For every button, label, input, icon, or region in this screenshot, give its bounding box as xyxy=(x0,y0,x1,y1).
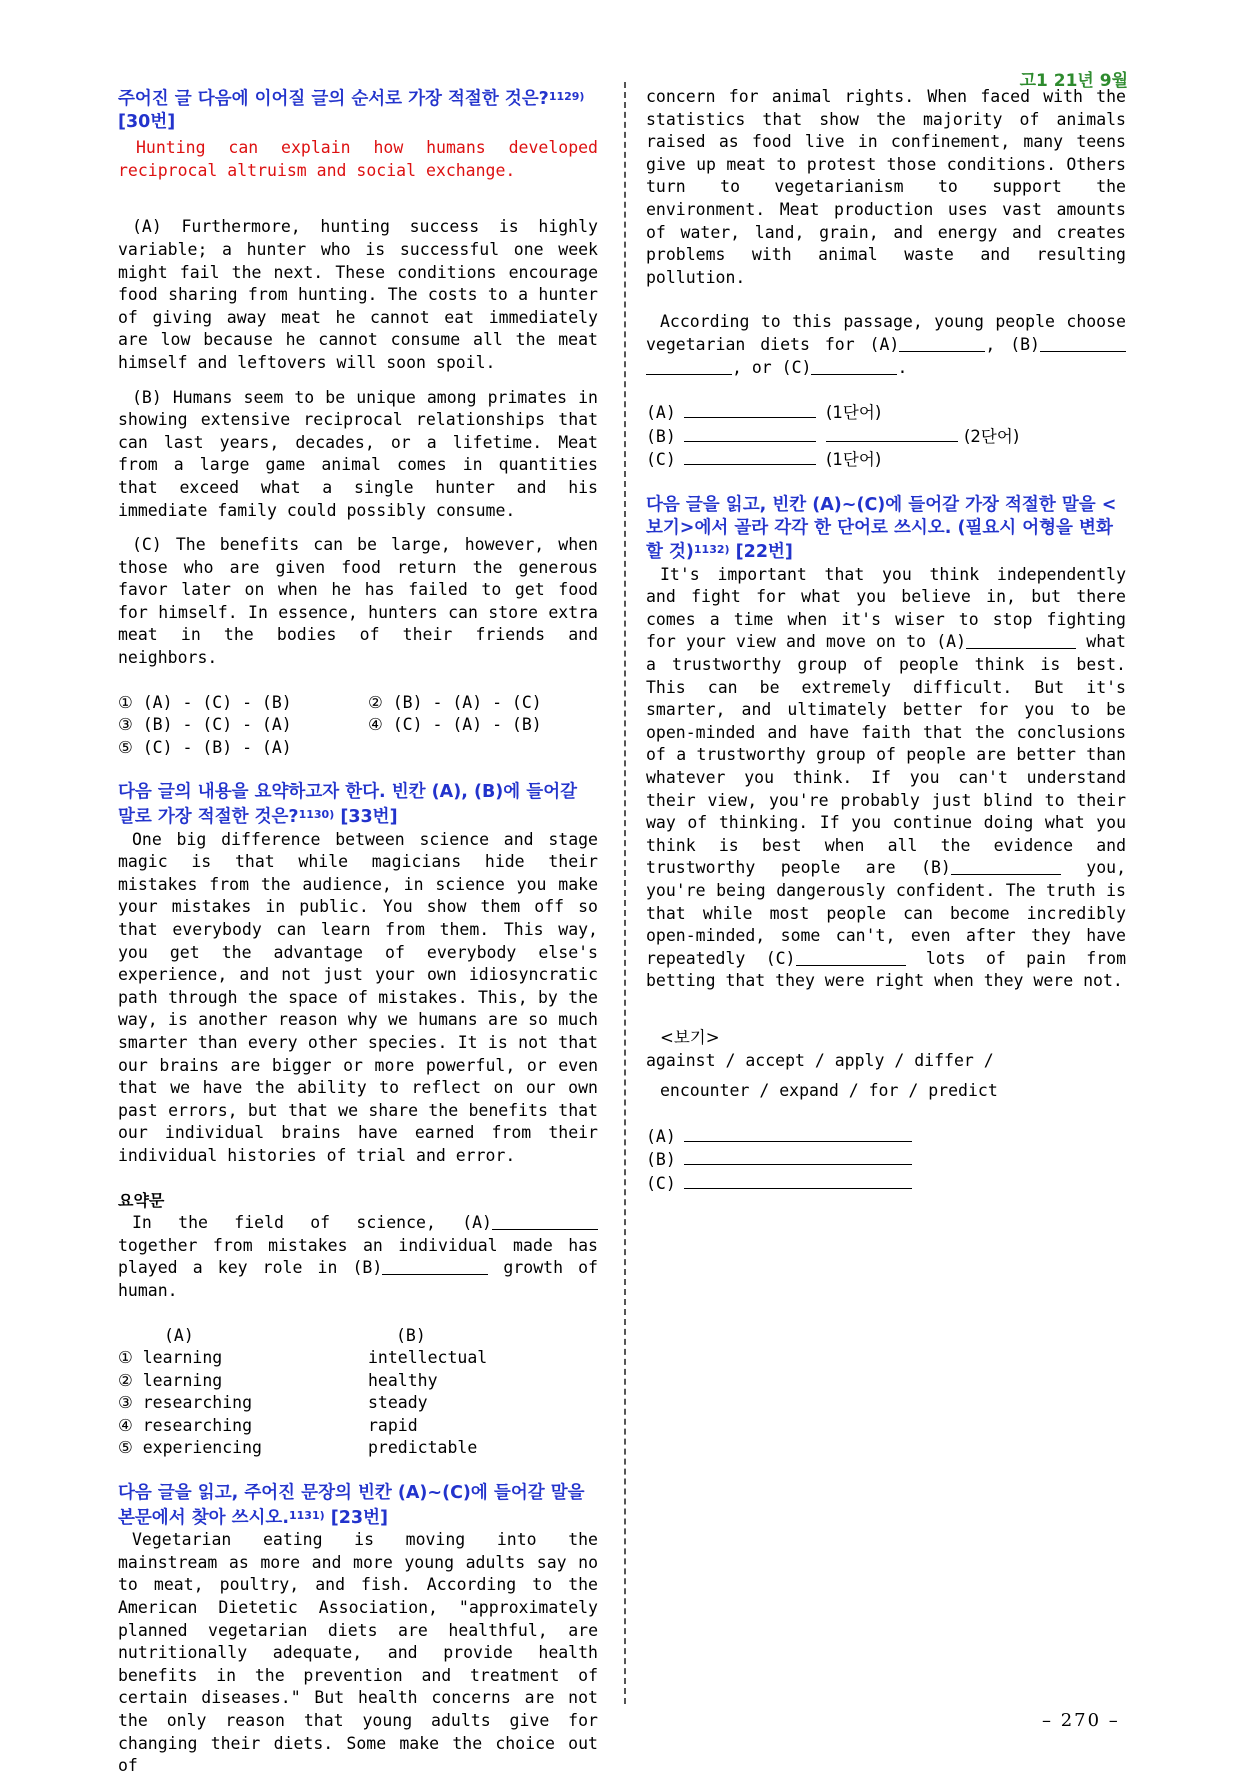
column-b-header: (B) xyxy=(396,1325,426,1345)
question-1129-title: 주어진 글 다음에 이어질 글의 순서로 가장 적절한 것은?$^{1129)}$ [30번] xyxy=(118,89,585,132)
answer-c-line[interactable] xyxy=(684,448,816,465)
blank-b xyxy=(382,1258,488,1275)
exam-tag: 고1 21년 9월 xyxy=(1019,71,1128,91)
question-1132-passage: It's important that you think independently and fight for what you believe in, but there comes a time when it's wiser to stop fighting for your view and move on to (A) what a trustworthy group of people think is best. This can be extremely difficult. But it's smarter, and ultimately better for you to be open-minded and have faith that the conclusions of a trustworthy group of people are better than whatever you think. If you can't understand their view, you're probably just blind to their way of thinking. If you continue doing what you think is best when all the evidence and trustworthy people are (B) you, you're being dangerously confident. The truth is that while most people can become incredibly open-minded, some can't, even after they have repeatedly (C) lots of pain from betting that they were right when they were not. xyxy=(646,564,1127,991)
option-3[interactable]: ③ (B) - (C) - (A) xyxy=(118,715,292,735)
answer-c-row: (C) (1단어) xyxy=(646,450,882,470)
row-5-a[interactable]: ⑤ experiencing xyxy=(118,1438,262,1458)
answer-b-line-2[interactable] xyxy=(826,425,958,442)
answer-b-row: (B) (2단어) xyxy=(646,426,1020,446)
answer-a-row: (A) (1단어) xyxy=(646,403,882,423)
answer-a-line[interactable] xyxy=(684,401,816,418)
answer-b-line-1[interactable] xyxy=(684,425,816,442)
blank-a xyxy=(492,1213,598,1230)
column-divider xyxy=(624,82,626,1704)
right-column xyxy=(646,86,1126,1196)
row-4-a[interactable]: ④ researching xyxy=(118,1415,252,1435)
option-1[interactable]: ① (A) - (C) - (B) xyxy=(118,692,292,712)
answer-table xyxy=(118,1325,598,1461)
final-answer-b-line[interactable] xyxy=(684,1148,912,1165)
question-1129-options xyxy=(118,692,598,760)
question-1131-passage-part2: concern for animal rights. When faced with the statistics that show the majority of animals raised as food live in confinement, many teens give up meat to protest those conditions. Others turn to vegetarianism to support the environment. Meat production uses vast amounts of water, land, grain, and energy and creates problems with animal waste and resulting pollution. xyxy=(646,87,1126,287)
final-answer-b-row: (B) xyxy=(646,1148,1126,1172)
page-number: – 270 – xyxy=(1042,1710,1120,1731)
row-1-a[interactable]: ① learning xyxy=(118,1348,223,1368)
row-3-a[interactable]: ③ researching xyxy=(118,1393,252,1413)
sentence-blank-c xyxy=(811,358,897,375)
question-1131-title: 다음 글을 읽고, 주어진 문장의 빈칸 (A)~(C)에 들어갈 말을 본문에서 찾아 쓰시오.$^{1131)}$ [23번] xyxy=(118,1483,585,1528)
final-answer-a-line[interactable] xyxy=(684,1125,912,1142)
paragraph-a: (A) Furthermore, hunting success is highly variable; a hunter who is successful one week might fail the next. These conditions encourage food sharing from hunting. The costs to a hunter of giving away meat he cannot eat immediately are low because he cannot consume all the meat himself and leftovers will soon spoil. xyxy=(118,217,598,372)
row-3-b: steady xyxy=(368,1393,428,1413)
option-2[interactable]: ② (B) - (A) - (C) xyxy=(368,692,542,712)
summary-label: 요약문 xyxy=(118,1190,165,1210)
paragraph-b: (B) Humans seem to be unique among primates in showing extensive reciprocal relationships that can last years, decades, or a lifetime. Meat from a large game animal comes in quantities that exceed what a single hunter and his immediate family could possibly consume. xyxy=(118,387,598,520)
row-2-b: healthy xyxy=(368,1370,438,1390)
passage-blank-c xyxy=(796,949,906,966)
option-5[interactable]: ⑤ (C) - (B) - (A) xyxy=(118,737,292,757)
final-answer-a-row: (A) xyxy=(646,1125,1126,1149)
question-1129-given-sentence: Hunting can explain how humans developed reciprocal altruism and social exchange. xyxy=(118,138,598,180)
sentence-blank-b2 xyxy=(646,358,732,375)
sentence-blank-b xyxy=(1040,335,1126,352)
bogi-label: <보기> xyxy=(660,1027,720,1047)
row-5-b: predictable xyxy=(368,1438,478,1458)
question-1132-title: 다음 글을 읽고, 빈칸 (A)~(C)에 들어갈 가장 적절한 말을 <보기>에서 골라 각각 한 단어로 쓰시오. (필요시 어형을 변화할 것)$^{1132)}$ [22번] xyxy=(646,494,1117,563)
question-1131-sentence: According to this passage, young people choose vegetarian diets for (A) , (B), or (C) . xyxy=(646,312,1126,377)
left-column xyxy=(118,86,598,1778)
final-answer-c-line[interactable] xyxy=(684,1172,912,1189)
row-2-a[interactable]: ② learning xyxy=(118,1370,223,1390)
sentence-blank-a xyxy=(899,335,985,352)
question-1131-passage-part1: Vegetarian eating is moving into the mainstream as more and more young adults say no to meat, poultry, and fish. According to the American Dietetic Association, "approximately planned vegetarian diets are healthful, are nutritionally adequate, and provide health benefits in the prevention and treatment of certain diseases." But health concerns are not the only reason that young adults give for changing their diets. Some make the choice out of xyxy=(118,1530,598,1776)
passage-blank-a xyxy=(966,632,1076,649)
option-4[interactable]: ④ (C) - (A) - (B) xyxy=(368,715,542,735)
row-1-b: intellectual xyxy=(368,1348,488,1368)
bogi-line-2: encounter / expand / for / predict xyxy=(660,1081,998,1101)
bogi-line-1: against / accept / apply / differ / xyxy=(646,1050,994,1070)
passage-blank-b xyxy=(951,858,1061,875)
summary-text: In the field of science, (A) together from mistakes an individual made has played a key role in (B) growth of human. xyxy=(118,1213,598,1300)
question-1130-title: 다음 글의 내용을 요약하고자 한다. 빈칸 (A), (B)에 들어갈 말로 가장 적절한 것은?$^{1130)}$ [33번] xyxy=(118,782,578,828)
final-answer-c-row: (C) xyxy=(646,1172,1126,1196)
column-a-header: (A) xyxy=(164,1325,194,1345)
question-1130-passage: One big difference between science and stage magic is that while magicians hide their mistakes from the audience, in science you make your mistakes in public. You show them off so that everybody can learn from them. This way, you get the advantage of everybody else's experience, and not just your own idiosyncratic path through the space of mistakes. This, by the way, is another reason why we humans are so much smarter than every other species. It is not that our brains are bigger or more powerful, or even that we have the ability to reflect on our own past errors, but that we share the benefits that our individual brains have earned from their individual histories of trial and error. xyxy=(118,829,598,1165)
row-4-b: rapid xyxy=(368,1415,418,1435)
paragraph-c: (C) The benefits can be large, however, when those who are given food return the generous favor later on when he has failed to get food for himself. In essence, hunters can store extra meat in the bodies of their friends and neighbors. xyxy=(118,535,598,668)
